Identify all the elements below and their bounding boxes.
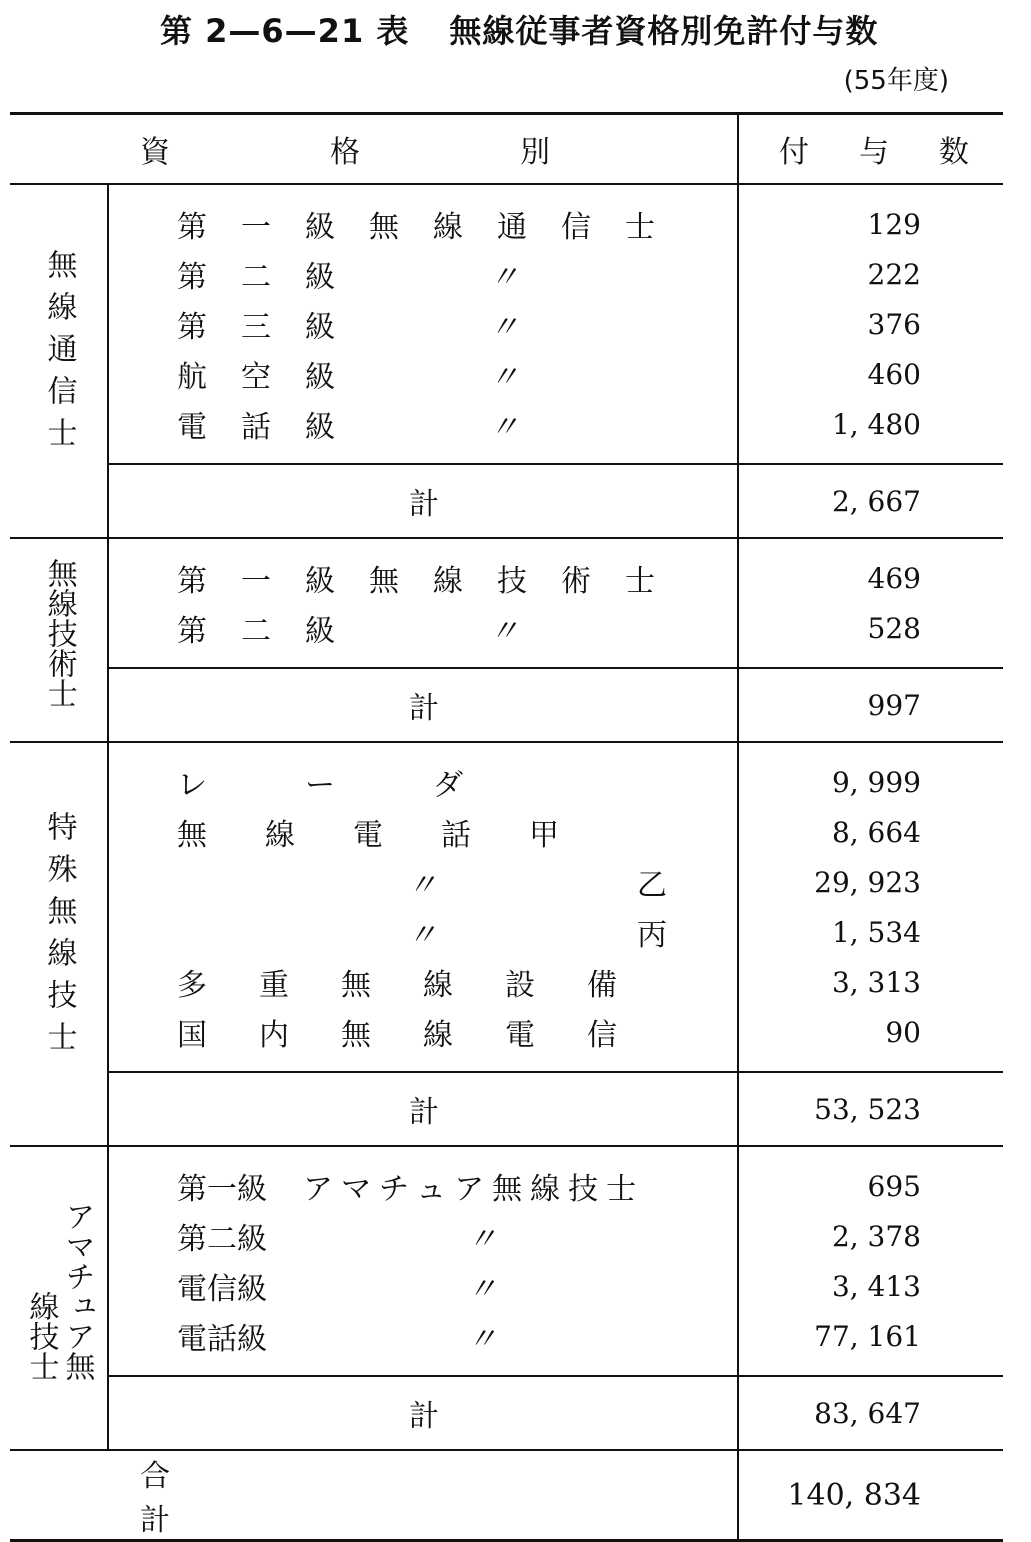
item-name: 国内無線電信 bbox=[177, 1018, 669, 1053]
table-row bbox=[10, 1311, 1003, 1376]
item-name: 第一級 アマチュア無線技士 bbox=[177, 1172, 645, 1207]
item-value: 29, 923 bbox=[738, 857, 1003, 907]
grand-total-label: 合計 bbox=[140, 1459, 170, 1538]
table-row bbox=[10, 907, 1003, 957]
subtotal-value: 83, 647 bbox=[738, 1376, 1003, 1450]
item-value: 376 bbox=[738, 299, 1003, 349]
item-value: 3, 313 bbox=[738, 957, 1003, 1007]
table-caption: 無線従事者資格別免許付与数 bbox=[449, 12, 879, 50]
item-name: 第二級 〃 bbox=[177, 1222, 497, 1257]
table-number: 第 2—6—21 表 bbox=[160, 12, 410, 50]
item-value: 3, 413 bbox=[738, 1261, 1003, 1311]
grand-total-row bbox=[10, 1450, 1003, 1541]
item-name: 電信級 〃 bbox=[177, 1272, 497, 1307]
item-name: 第一級無線技術士 bbox=[177, 564, 689, 599]
table-row bbox=[10, 184, 1003, 249]
table-row bbox=[10, 742, 1003, 807]
subtotal-value: 997 bbox=[738, 668, 1003, 742]
item-value: 1, 534 bbox=[738, 907, 1003, 957]
item-name: 航空級 〃 bbox=[177, 360, 519, 395]
item-name: 〃 乙 bbox=[407, 868, 667, 903]
table-row bbox=[10, 807, 1003, 857]
item-name: 〃 丙 bbox=[407, 918, 667, 953]
table-row bbox=[10, 299, 1003, 349]
table-title bbox=[160, 6, 880, 52]
group-label-amateur-radio-operator: 線技士アマチュア無 bbox=[10, 1146, 108, 1450]
item-value: 469 bbox=[738, 538, 1003, 603]
item-name: 無線電話甲 bbox=[177, 818, 617, 853]
subtotal-label: 計 bbox=[108, 1072, 738, 1146]
table-row bbox=[10, 399, 1003, 464]
group-label-special-radio-operator: 特殊無線技士 bbox=[10, 742, 108, 1146]
subtotal-row bbox=[10, 464, 1003, 538]
item-name: レーダ bbox=[177, 768, 561, 803]
item-name: 電話級 〃 bbox=[177, 1322, 497, 1357]
item-value: 129 bbox=[738, 184, 1003, 249]
license-count-table bbox=[10, 112, 1003, 1542]
subtotal-value: 2, 667 bbox=[738, 464, 1003, 538]
group-label-radio-engineer: 無線技術士 bbox=[10, 538, 108, 742]
item-value: 222 bbox=[738, 249, 1003, 299]
table-row bbox=[10, 1211, 1003, 1261]
item-name: 多重無線設備 bbox=[177, 968, 669, 1003]
table-row bbox=[10, 857, 1003, 907]
item-value: 460 bbox=[738, 349, 1003, 399]
fiscal-year-note: (55年度) bbox=[843, 66, 949, 96]
table-row bbox=[10, 538, 1003, 603]
subtotal-row bbox=[10, 1376, 1003, 1450]
header-row bbox=[10, 114, 1003, 185]
item-name: 第三級 〃 bbox=[177, 310, 519, 345]
table-row bbox=[10, 957, 1003, 1007]
table-row bbox=[10, 1007, 1003, 1072]
item-name: 第二級 〃 bbox=[177, 260, 519, 295]
group-label-radio-operator: 無線通信士 bbox=[10, 184, 108, 538]
item-name: 第二級 〃 bbox=[177, 614, 519, 649]
subtotal-row bbox=[10, 668, 1003, 742]
item-value: 90 bbox=[738, 1007, 1003, 1072]
item-value: 8, 664 bbox=[738, 807, 1003, 857]
item-name: 第一級無線通信士 bbox=[177, 210, 689, 245]
table-row bbox=[10, 349, 1003, 399]
subtotal-row bbox=[10, 1072, 1003, 1146]
subtotal-value: 53, 523 bbox=[738, 1072, 1003, 1146]
subtotal-label: 計 bbox=[108, 668, 738, 742]
table-row bbox=[10, 249, 1003, 299]
item-value: 77, 161 bbox=[738, 1311, 1003, 1376]
item-value: 528 bbox=[738, 603, 1003, 668]
header-qualification: 資 格 別 bbox=[10, 114, 738, 185]
item-value: 2, 378 bbox=[738, 1211, 1003, 1261]
subtotal-label: 計 bbox=[108, 1376, 738, 1450]
item-value: 695 bbox=[738, 1146, 1003, 1211]
table-row bbox=[10, 1146, 1003, 1211]
subtotal-label: 計 bbox=[108, 464, 738, 538]
grand-total-value: 140, 834 bbox=[738, 1450, 1003, 1541]
table-row bbox=[10, 603, 1003, 668]
table-row bbox=[10, 1261, 1003, 1311]
item-value: 1, 480 bbox=[738, 399, 1003, 464]
header-count: 付 与 数 bbox=[738, 114, 1003, 185]
item-value: 9, 999 bbox=[738, 742, 1003, 807]
item-name: 電話級 〃 bbox=[177, 410, 519, 445]
